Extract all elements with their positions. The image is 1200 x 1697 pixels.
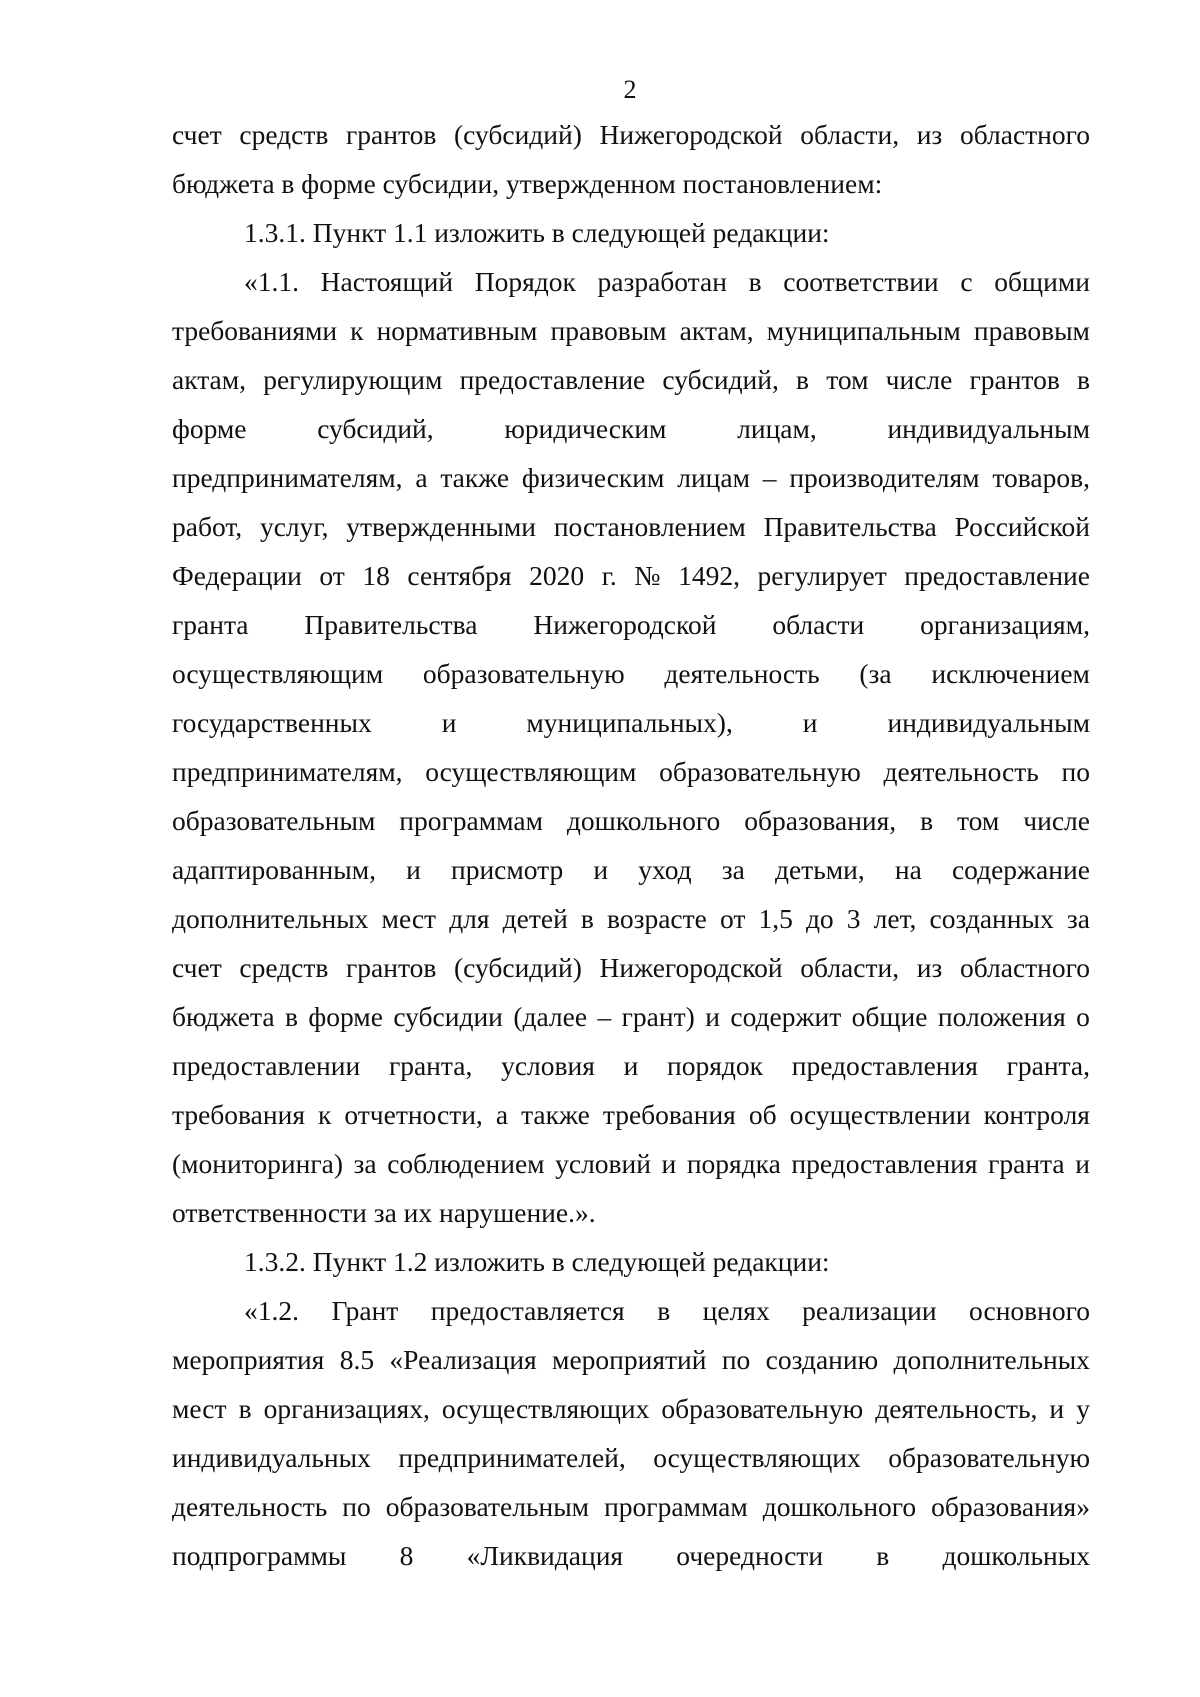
text-line bbox=[172, 796, 1090, 845]
word: 8 bbox=[399, 1540, 414, 1571]
word: и bbox=[441, 707, 457, 738]
text-line bbox=[172, 1482, 1090, 1531]
word: соответствии bbox=[783, 266, 939, 297]
word: по bbox=[1061, 756, 1090, 787]
text-line bbox=[172, 600, 1090, 649]
word: и bbox=[406, 854, 421, 885]
word: по bbox=[342, 1491, 371, 1522]
word: гранта bbox=[172, 609, 249, 640]
word: физическим bbox=[521, 462, 665, 493]
word: Настоящий bbox=[320, 266, 454, 297]
word: дополнительных bbox=[172, 903, 369, 934]
word: требования bbox=[172, 1099, 305, 1130]
word: из bbox=[916, 952, 943, 983]
text-line bbox=[172, 1139, 1090, 1188]
word: к bbox=[350, 315, 364, 346]
word: (мониторинга) bbox=[172, 1148, 343, 1179]
word: предоставлении bbox=[172, 1050, 361, 1081]
word: в bbox=[1076, 364, 1090, 395]
word: деятельность, bbox=[875, 1393, 1038, 1424]
word: также bbox=[440, 462, 510, 493]
word: 8.5 bbox=[339, 1344, 375, 1375]
text-line bbox=[172, 698, 1090, 747]
word: программам bbox=[399, 805, 543, 836]
word: утвержденными bbox=[346, 511, 537, 542]
word: производителям bbox=[789, 462, 980, 493]
word: правовым bbox=[973, 315, 1090, 346]
word: предоставления bbox=[791, 1148, 978, 1179]
word: за bbox=[721, 854, 745, 885]
word: а bbox=[495, 1099, 509, 1130]
word: № bbox=[634, 560, 661, 591]
word: за bbox=[1066, 903, 1090, 934]
word: лицам, bbox=[737, 413, 817, 444]
word: осуществляющим bbox=[172, 658, 384, 689]
word: за bbox=[353, 1148, 377, 1179]
word: регулирующим bbox=[263, 364, 443, 395]
word: дошкольных bbox=[942, 1540, 1090, 1571]
word: (далее bbox=[513, 1001, 588, 1032]
word: предоставляется bbox=[430, 1295, 625, 1326]
word: содержит bbox=[730, 1001, 842, 1032]
text-line bbox=[172, 110, 1090, 159]
text-line bbox=[172, 943, 1090, 992]
word: предпринимателей, bbox=[398, 1442, 626, 1473]
word: к bbox=[317, 1099, 332, 1130]
page-number: 2 bbox=[623, 75, 637, 104]
text-line bbox=[172, 306, 1090, 355]
word: грантов bbox=[969, 364, 1060, 395]
word: осуществляющим bbox=[425, 756, 637, 787]
word: содержание bbox=[951, 854, 1090, 885]
word: также bbox=[521, 1099, 590, 1130]
word: Грант bbox=[331, 1295, 399, 1326]
text-line bbox=[172, 257, 1090, 306]
word: предоставление bbox=[459, 364, 646, 395]
text-line bbox=[172, 894, 1090, 943]
text-line bbox=[172, 747, 1090, 796]
word: субсидии bbox=[393, 1001, 503, 1032]
word: в bbox=[876, 1540, 890, 1571]
word: образовательную bbox=[422, 658, 625, 689]
word: и bbox=[1049, 1393, 1065, 1424]
word: областного bbox=[959, 952, 1090, 983]
word: исключением bbox=[931, 658, 1090, 689]
word: регулирует bbox=[757, 560, 887, 591]
text-line bbox=[172, 649, 1090, 698]
word: а bbox=[415, 462, 428, 493]
word: предпринимателям, bbox=[172, 756, 403, 787]
word: форме bbox=[308, 1001, 383, 1032]
word: Российской bbox=[954, 511, 1090, 542]
word: мероприятия bbox=[172, 1344, 325, 1375]
word: образовательную bbox=[888, 1442, 1090, 1473]
word: из bbox=[916, 119, 943, 150]
word: гранта, bbox=[1006, 1050, 1090, 1081]
word: организациях, bbox=[263, 1393, 430, 1424]
word: 1,5 bbox=[758, 903, 793, 934]
word: и bbox=[705, 1001, 720, 1032]
word: положения bbox=[937, 1001, 1066, 1032]
text-line bbox=[172, 992, 1090, 1041]
word: товаров, bbox=[992, 462, 1090, 493]
text-line bbox=[172, 551, 1090, 600]
word: области, bbox=[800, 119, 900, 150]
word: 3 bbox=[846, 903, 861, 934]
text-line bbox=[172, 1090, 1090, 1139]
word: образовательную bbox=[659, 756, 861, 787]
word: (субсидий) bbox=[453, 119, 582, 150]
word: бюджета bbox=[172, 1001, 275, 1032]
word: постановлением bbox=[553, 511, 746, 542]
word: возрасте bbox=[607, 903, 707, 934]
word: дошкольного bbox=[566, 805, 721, 836]
word: созданных bbox=[929, 903, 1054, 934]
word: правовым bbox=[550, 315, 667, 346]
word: требования bbox=[602, 1099, 736, 1130]
word: счет bbox=[172, 119, 222, 150]
word: в bbox=[657, 1295, 671, 1326]
word: грантов bbox=[346, 119, 437, 150]
word: области bbox=[772, 609, 865, 640]
word: лет, bbox=[873, 903, 917, 934]
word: «Ликвидация bbox=[466, 1540, 624, 1571]
word: гранта bbox=[988, 1148, 1065, 1179]
text-line bbox=[172, 453, 1090, 502]
word: мест bbox=[172, 1393, 227, 1424]
word: средств bbox=[239, 119, 329, 150]
word: образования, bbox=[744, 805, 897, 836]
word: на bbox=[894, 854, 922, 885]
word: числе bbox=[1023, 805, 1090, 836]
word: условий bbox=[555, 1148, 651, 1179]
word: Федерации bbox=[172, 560, 302, 591]
word: муниципальным bbox=[766, 315, 961, 346]
word: индивидуальным bbox=[887, 413, 1090, 444]
word: до bbox=[805, 903, 834, 934]
word: в bbox=[284, 1001, 298, 1032]
word: гранта, bbox=[388, 1050, 473, 1081]
word: о bbox=[1076, 1001, 1090, 1032]
word: субсидий, bbox=[662, 364, 779, 395]
word: отчетности, bbox=[344, 1099, 483, 1130]
word: государственных bbox=[172, 707, 372, 738]
word: и bbox=[802, 707, 818, 738]
word: адаптированным, bbox=[172, 854, 377, 885]
word: в bbox=[580, 903, 594, 934]
word: детьми, bbox=[774, 854, 865, 885]
text-line bbox=[172, 355, 1090, 404]
word: сентября bbox=[407, 560, 512, 591]
word: том bbox=[826, 364, 869, 395]
word: «Реализация bbox=[389, 1344, 537, 1375]
text-line bbox=[172, 1335, 1090, 1384]
word: в bbox=[796, 364, 810, 395]
text-line bbox=[172, 502, 1090, 551]
word: и bbox=[623, 1050, 639, 1081]
word: и bbox=[593, 854, 609, 885]
word: и bbox=[661, 1148, 677, 1179]
word: целях bbox=[702, 1295, 770, 1326]
word: созданию bbox=[765, 1344, 879, 1375]
word: порядок bbox=[667, 1050, 763, 1081]
word: «1.2. bbox=[244, 1295, 299, 1326]
word: очередности bbox=[676, 1540, 824, 1571]
word: условия bbox=[501, 1050, 595, 1081]
word: в bbox=[238, 1393, 252, 1424]
word: г. bbox=[601, 560, 617, 591]
word: образования» bbox=[931, 1491, 1090, 1522]
word: деятельность bbox=[664, 658, 820, 689]
word: 1492, bbox=[678, 560, 740, 591]
word: дошкольного bbox=[762, 1491, 917, 1522]
word: разработан bbox=[597, 266, 727, 297]
text-line: бюджета в форме субсидии, утвержденном постановлением: bbox=[172, 168, 883, 199]
word: от bbox=[719, 903, 746, 934]
word: предпринимателям, bbox=[172, 462, 403, 493]
word: областного bbox=[959, 119, 1090, 150]
word: реализации bbox=[802, 1295, 937, 1326]
word: Порядок bbox=[474, 266, 576, 297]
text-line bbox=[172, 1286, 1090, 1335]
text-line bbox=[172, 404, 1090, 453]
document-body bbox=[172, 110, 1090, 1580]
word: услуг, bbox=[259, 511, 329, 542]
word: дополнительных bbox=[893, 1344, 1090, 1375]
word: «1.1. bbox=[244, 266, 299, 297]
word: об bbox=[748, 1099, 777, 1130]
word: для bbox=[449, 903, 490, 934]
word: общие bbox=[851, 1001, 928, 1032]
word: и bbox=[1075, 1148, 1090, 1179]
word: Правительства bbox=[304, 609, 478, 640]
word: средств bbox=[239, 952, 329, 983]
word: требованиями bbox=[172, 315, 338, 346]
word: числе bbox=[885, 364, 953, 395]
word: соблюдением bbox=[387, 1148, 545, 1179]
word: (за bbox=[859, 658, 892, 689]
word: уход bbox=[638, 854, 692, 885]
word: индивидуальным bbox=[887, 707, 1090, 738]
word: актам, bbox=[172, 364, 247, 395]
word: юридическим bbox=[504, 413, 667, 444]
word: организациям, bbox=[920, 609, 1090, 640]
word: подпрограммы bbox=[172, 1540, 347, 1571]
text-line: ответственности за их нарушение.». bbox=[172, 1197, 596, 1228]
word: присмотр bbox=[450, 854, 564, 885]
word: мест bbox=[381, 903, 437, 934]
word: индивидуальных bbox=[172, 1442, 371, 1473]
word: лицам bbox=[677, 462, 750, 493]
text-line bbox=[172, 1384, 1090, 1433]
text-line: 1.3.1. Пункт 1.1 изложить в следующей редакции: bbox=[244, 217, 830, 248]
word: предоставление bbox=[904, 560, 1090, 591]
word: – bbox=[762, 462, 777, 493]
word: образовательным bbox=[172, 805, 376, 836]
word: детей bbox=[502, 903, 568, 934]
word: субсидий, bbox=[317, 413, 434, 444]
word: предоставления bbox=[791, 1050, 978, 1081]
word: Нижегородской bbox=[533, 609, 717, 640]
text-line: 1.3.2. Пункт 1.2 изложить в следующей редакции: bbox=[244, 1246, 830, 1277]
word: контроля bbox=[983, 1099, 1090, 1130]
word: – bbox=[597, 1001, 612, 1032]
word: с bbox=[960, 266, 973, 297]
word: грант) bbox=[621, 1001, 695, 1032]
word: образовательным bbox=[385, 1491, 590, 1522]
word: по bbox=[721, 1344, 751, 1375]
word: Правительства bbox=[763, 511, 937, 542]
word: Нижегородской bbox=[599, 952, 783, 983]
word: программам bbox=[604, 1491, 748, 1522]
word: осуществляющих bbox=[441, 1393, 650, 1424]
word: в bbox=[920, 805, 934, 836]
word: нормативным bbox=[376, 315, 538, 346]
word: осуществляющих bbox=[653, 1442, 861, 1473]
word: счет bbox=[172, 952, 222, 983]
word: том bbox=[957, 805, 1000, 836]
text-line bbox=[172, 845, 1090, 894]
word: у bbox=[1076, 1393, 1090, 1424]
word: деятельность bbox=[883, 756, 1039, 787]
word: форме bbox=[172, 413, 247, 444]
text-line bbox=[172, 1041, 1090, 1090]
word: (субсидий) bbox=[453, 952, 582, 983]
word: области, bbox=[800, 952, 900, 983]
word: в bbox=[748, 266, 762, 297]
word: 18 bbox=[362, 560, 390, 591]
word: общими bbox=[994, 266, 1090, 297]
text-line bbox=[172, 1531, 1090, 1580]
word: актам, bbox=[679, 315, 754, 346]
word: 2020 bbox=[529, 560, 585, 591]
word: Нижегородской bbox=[599, 119, 783, 150]
word: работ, bbox=[172, 511, 243, 542]
word: муниципальных), bbox=[526, 707, 733, 738]
word: от bbox=[319, 560, 345, 591]
word: осуществлении bbox=[789, 1099, 971, 1130]
word: порядка bbox=[686, 1148, 781, 1179]
word: образовательную bbox=[661, 1393, 864, 1424]
word: грантов bbox=[346, 952, 437, 983]
word: деятельность bbox=[172, 1491, 328, 1522]
text-line bbox=[172, 1433, 1090, 1482]
word: основного bbox=[969, 1295, 1090, 1326]
word: мероприятий bbox=[552, 1344, 707, 1375]
